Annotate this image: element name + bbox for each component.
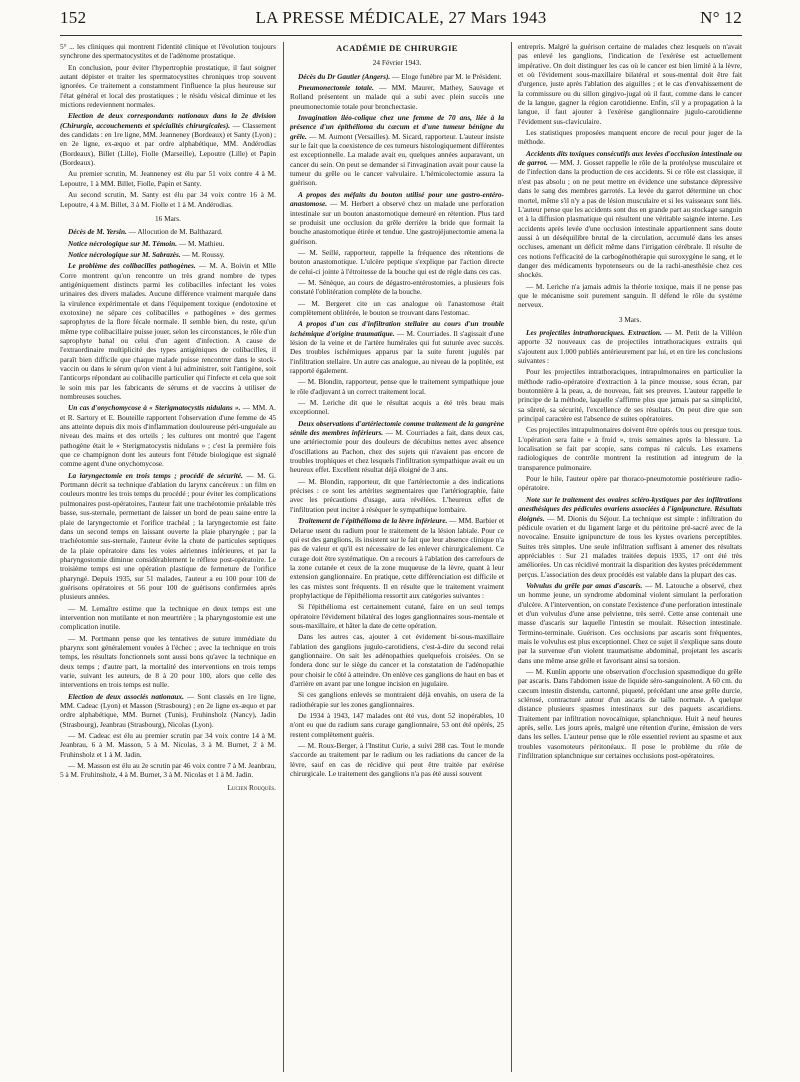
paragraph-text: — M. A. Boivin et Mlle Corre montrent qu'on rencontre un très grand nombre de types antigéniquement distincts parmi les colibacilles infectant les voies urinaires des divers malades. Aucune différence vraiment marquée dans la virulence expérimentale et dans l'équipement toxique (endotoxine et exotoxine) ne sépare ces colibacilles « pathogènes » des germes saprophytes de la flore fécale normale. Il semble bien, du reste, qu'un même type colibacillaire puisse jouer, selon les circonstances, le rôle d'un saprophyte banal ou celui d'un agent d'infection. A cause de l'extraordinaire multiplicité des types antigéniques de colibacilles, il paraît bien difficile que chaque malade puisse rencontrer dans le stock-vaccin ou dans le sérum qu'on vient à lui administrer, soit l'antigène, soit l'anticorps répondant au colibacille particulier qui l'infecte et cela que soit le soin mis par les fabricants de sérums et de vaccins à utiliser de nombreuses souches. xyxy=(60,261,276,402)
paragraph-text: En conclusion, pour éviter l'hypertrophie prostatique, il faut soigner autant dépister et traiter les spermatocystites chroniques trop souvent ignorées. Ce traitement a constamment l'influence la plus heureuse sur l'état général et local des prostatiques ; le résidu vésical diminue et les mictions redeviennent normales. xyxy=(60,62,276,110)
paragraph xyxy=(518,474,742,493)
paragraph-text: — M. Portmann pense que les tentatives de suture immédiate du pharynx sont généralement vouées à l'échec ; avec la technique en trois temps, les résultats fonctionnels sont aussi bons qu'avec la technique en deux temps ; d'autre part, la mortalité des interventions en trois temps varie, suivant les auteurs, de 8 à 20 pour 100, alors que celle des interventions en trois temps est nulle. xyxy=(60,633,276,690)
paragraph xyxy=(290,377,504,396)
paragraph-title: Election de deux correspondants nationaux dans la 2e division (Chirurgie, accouchements et spécialités chirurgicales). xyxy=(60,111,276,130)
paragraph xyxy=(518,42,742,126)
paragraph xyxy=(290,248,504,276)
paragraph-title: Note sur le traitement des ovaires scléro-kystiques par des infiltrations anesthésiques des pédicules ovariens associées à l'ignipuncture. Résultats éloignés. xyxy=(518,494,742,523)
paragraph-text: 5° ... les cliniques qui montrent l'identité clinique et l'évolution toujours synchrone des spermatocystites et de l'adénome prostatique. xyxy=(60,42,276,61)
paragraph xyxy=(60,403,276,468)
paragraph-title: Décès de M. Yersin. xyxy=(68,227,127,237)
paragraph-text: — Allocution de M. Balthazard. xyxy=(126,227,223,237)
paragraph-text: — M. Cadeac est élu au premier scrutin par 34 voix contre 14 à M. Jeanbrau, 6 à M. Masson, 5 à M. Nicolas, 3 à M. Burnet, 2 à M. Fruhinsholz et 1 à M. Jadin. xyxy=(60,731,276,759)
paragraph xyxy=(290,58,504,67)
page-header xyxy=(60,8,742,30)
header-rule xyxy=(60,35,742,36)
column-right xyxy=(518,42,742,1072)
paragraph xyxy=(60,634,276,690)
paragraph-title: Notice nécrologique sur M. Témoin. xyxy=(68,238,178,248)
paragraph-title: A propos des méfaits du bouton utilisé pour une gastro-entéro-anastomose. xyxy=(290,189,504,209)
paragraph-text: — M. Blondin, rapporteur, dit que l'artériectomie a des indications précises : ce sont les artérites segmentaires que l'artériographie, faite avec les précautions d'usage, aura révélées. L'heureux effet de l'infiltration peut inciter à résèquer le sympathique lombaire. xyxy=(290,476,504,514)
paragraph xyxy=(518,667,742,760)
paragraph-text: De 1934 à 1943, 147 malades ont été vus, dont 52 inopérables, 10 n'ont eu que du radium sans curage ganglionnaire, 53 ont été opérés, 25 restent complètement guéris. xyxy=(290,711,504,739)
paragraph xyxy=(290,632,504,688)
paragraph xyxy=(290,398,504,417)
paragraph xyxy=(290,190,504,246)
paragraph-title: Election de deux associés nationaux. xyxy=(68,691,184,701)
paragraph-text: — M. Petit de la Villéon apporte 32 nouveaux cas de projectiles intrathoraciques extraits qui s'ajoutent aux 1.000 publiés antérieurement par lui, et en tire les conclusions suivantes : xyxy=(518,327,742,365)
paragraph-text: entrepris. Malgré la guérison certaine de malades chez lesquels on n'avait pas enlevé les ganglions, l'indication de l'exérèse est actuellement impérative. On doit distinguer les cas où le cancer est bien limité à la lèvre, et où l'évidement sous-maxillaire bilatéral et sous-mental doit être fait d'urgence, juste après l'ablation des aiguilles ; et le cas d'envahissement de la commissure ou du sillon gingivo-jugal où il faut, comme dans le cancer de la langue, gagner la région carotidienne. Enfin, s'il y a propagation à la langue, il faut ajouter à l'exérèse ganglionnaire jugulo-carotidienne l'évidement sus-claviculaire. xyxy=(518,42,742,126)
paragraph-title: Un cas d'onychomycose à « Sterigmatocystis nidulans ». xyxy=(68,403,241,413)
paragraph-text: — M. Blondin, rapporteur, pense que le traitement sympathique joue le rôle d'adjuvant à un correct traitement local. xyxy=(290,377,504,396)
paragraph-text: — M. Aumont (Versailles). M. Sicard, rapporteur. L'auteur insiste sur le fait que la coexistence de ces tumeurs histologiquement différentes est exceptionnelle. La malade avait eu, quelques années auparavant, un cancer du sein. On peut se demander si l'invagination avait pour cause la tumeur du grêle ou le cancer valvulaire. L'hémicolectomie assura la guérison. xyxy=(290,131,504,188)
paragraph xyxy=(290,72,504,81)
paragraph xyxy=(290,602,504,630)
paragraph-title: Accidents dits toxiques consécutifs aux levées d'occlusion intestinale ou de garrot. xyxy=(518,148,742,168)
paragraph-text: — Eloge funèbre par M. le Président. xyxy=(390,71,502,81)
paragraph xyxy=(518,128,742,147)
paragraph-title: Notice nécrologique sur M. Sabrazès. xyxy=(68,249,181,259)
paragraph-text: — M. G. Portmann décrit sa technique d'ablation du larynx cancéreux : un film en couleurs montre les trois temps du procédé ; pour éviter les complications pulmonaires post-opératoires, l'auteur fait une trachéotomie préalable très basse, sus-sternale, permettant de laisser un bord de peau saine entre la plaie de laryngectomie et l'orifice trachéal ; la laryngectomie est faite dans un second temps en laissant ouverte la plaie pharyngée ; par la trachéotomie sus-sternale, l'auteur évite la chute de particules septiques de la plaie opératoire dans les voies aériennes inférieures, et par la pharyngostomie diminue considérablement le réflexe post-opératoire. Le troisième temps est une opération plastique de fermeture de l'orifice pharyngé. Depuis 1935, sur 51 malades, l'auteur a eu 100 pour 100 de guérisons opératoires et 56 pour 100 de guérisons confirmées après plusieurs années. xyxy=(60,470,276,602)
paragraph-title: Les projectiles intrathoraciques. Extraction. xyxy=(526,327,662,337)
paragraph-text: — MM. Barbier et Delarue usent du radium pour le traitement de la lésion labiale. Pour ce qui est des ganglions, ils insistent sur le fait que leur absence clinique n'a pas de valeur et qu'il est nécessaire de les enlever chirurgicalement. Ce curage doit être systématique. On a recours à l'ablation des carrefours de la zone cutanée et ceux de la zone muqueuse de la lèvre, quant à leur extension ganglionnaire. En pratique, cette différenciation est difficile et les cas mixtes sont fréquents. Il en résulte que le traitement vraiment prophylactique de l'épithélioma ressortit aux catégories suivantes : xyxy=(290,516,504,600)
paragraph xyxy=(60,111,276,167)
paragraph xyxy=(290,83,504,111)
column-left xyxy=(60,42,276,1072)
paragraph-title: Le problème des colibacilles pathogènes. xyxy=(68,261,196,271)
paragraph xyxy=(290,319,504,375)
paragraph-text: — M. Lemaître estime que la technique en deux temps est une intervention non mutilante et non meurtrière ; la pharyngostomie est une complication inutile. xyxy=(60,603,276,632)
page-number: 152 xyxy=(60,8,87,27)
paragraph xyxy=(518,495,742,579)
paragraph-text: — M. Seillé, rapporteur, rappelle la fréquence des rétentions de bouton anastomotique. L'ulcère peptique s'explique par l'action directe de celui-ci jointe à l'étroitesse de la bouche qui est de règle dans ces cas. xyxy=(290,247,504,276)
paragraph-title: La laryngectomie en trois temps ; procédé de sécurité. xyxy=(68,470,243,480)
paragraph xyxy=(60,214,276,223)
paragraph xyxy=(518,367,742,423)
paragraph-title: Décès du Dr Gautier (Angers). xyxy=(298,71,391,81)
paragraph-text: — M. Latouche a observé, chez un homme jeune, un syndrome abdominal violent simulant la perforation d'ulcère. A l'intervention, on constate l'existence d'une perforation intestinale et d'un volvulus d'une anse pelvienne, très serré. Cette anse contenait une masse d'ascaris sur laquelle l'intestin se moulait. Résection intestinale. Termino-terminale. Guérison. Ces occlusions par ascaris sont fréquentes, mais le volvulus est plus exceptionnel. Chez ce sujet il s'explique sans doute par la survenue d'un violent traumatisme abdominal, projetant les ascaris dans une même anse grêle et favorisant ainsi sa torsion. xyxy=(518,580,742,665)
paragraph xyxy=(60,190,276,209)
paragraph xyxy=(290,711,504,739)
paragraph-text: Lucien Rouquès. xyxy=(227,782,276,792)
paragraph-text: Ces projectiles intrapulmonaires doivent être opérés tous ou presque tous. L'opération sera faite « à froid », trois semaines après la blessure. La localisation se fait par scopie, sans compas ni calculs. Les examens radiologiques de contrôle montrent la restitution ad integrum de la transparence pulmonaire. xyxy=(518,425,742,472)
paragraph-text: 16 Mars. xyxy=(155,213,181,223)
paragraph-text: Les statistiques proposées manquent encore de recul pour juger de la méthode. xyxy=(518,128,742,147)
paragraph-text: — Classement des candidats : en 1re ligne, MM. Jeanneney (Bordeaux) et Santy (Lyon) ; en 2e ligne, ex-æquo et par ordre alphabétique, MM. Andérodias (Bordeaux), Billet (Lille), Fiolle (Marseille), Lepoutre (Lille) et Papin (Bordeaux). xyxy=(60,120,276,168)
paragraph xyxy=(290,741,504,778)
paragraph xyxy=(60,692,276,729)
paragraph-text: Au second scrutin, M. Santy est élu par 34 voix contre 16 à M. Lepoutre, 4 à M. Billet, 3 à M. Fiolle et 1 à M. Andérodias. xyxy=(60,190,276,209)
paragraph xyxy=(518,282,742,310)
paragraph xyxy=(60,261,276,401)
paragraph-text: Dans les autres cas, ajouter à cet évidement bi-sous-maxillaire l'ablation des ganglions jugulo-carotidiens, c'est-à-dire du second relai ganglionnaire. On sait les adénopathies quelquefois croisées. On se fondera donc sur le siège du cancer et la constatation de l'adénopathie pour choisir le côté à atteindre. On enlève ces ganglions de haut en bas et d'arrière en avant par une longue incision en jugulaire. xyxy=(290,632,504,688)
paragraph-text: — M. Courriades. Il s'agissait d'une lésion de la veine et de l'artère humérales qui fut suturée avec succès. Des troubles ischémiques apparus par la suite furent jugulés par l'infiltration stellaire. Un autre cas analogue, au niveau de la poplitée, est rapporté également. xyxy=(290,328,504,375)
paragraph xyxy=(518,328,742,365)
paragraph-text: — M. Leriche n'a jamais admis la théorie toxique, mais il ne pense pas que le mécanisme soit purement sanguin. Il défend le rôle du système nerveux. xyxy=(518,281,742,310)
column-divider xyxy=(511,42,512,1072)
paragraph-text: 24 Février 1943. xyxy=(372,58,422,68)
paragraph xyxy=(290,113,504,188)
paragraph-text: Pour le hile, l'auteur opère par thoraco-pneumotomie postérieure radio-opératoire. xyxy=(518,474,742,493)
paragraph-title: A propos d'un cas d'infiltration stellaire au cours d'un trouble ischémique d'origine traumatique. xyxy=(290,319,504,338)
paragraph xyxy=(60,239,276,248)
paragraph-title: Traitement de l'épithélioma de la lèvre inférieure. xyxy=(298,516,448,526)
paragraph-text: — M. Mathieu. xyxy=(177,238,225,248)
paragraph xyxy=(518,425,742,472)
paragraph-text: — M. Courriades a fait, dans deux cas, une artériectomie pour des douleurs de décubitus nettes avec absence d'oscillations au Pachon, chez des sujets qui n'avaient pas encore de troubles trophiques et chez lesquels l'infiltration sympathique avait eu un heureux effet. Excellent résultat déjà éloigné de 3 ans. xyxy=(290,428,504,475)
paragraph-title: Volvulus du grêle par amas d'ascaris. xyxy=(526,580,643,590)
paragraph xyxy=(290,299,504,318)
column-middle xyxy=(290,42,504,1072)
paragraph-text: — MM. A. et R. Sartory et E. Bouteille rapportent l'observation d'une femme de 45 ans atteinte depuis dix mois d'inflammation douloureuse péri-unguéale au niveau des mains et des orteils ; les cultures ont montré que l'agent pathogène était le « Sterigmatocystis nidulans » ; c'est la première fois que ce champignon dont les auteurs font l'étude biologique est signalé comme agent d'une onychomycose. xyxy=(60,403,276,469)
paragraph-text: — M. Kunlin apporte une observation d'occlusion spasmodique du grêle par ascaris. Dans l'abdomen issue de liquide séro-sanguinolent. A 60 cm. du cæcum intestin distendu, cartonné, piqueté, précédant une anse grêle durcie, sclérosé, contracturé autour d'un ascaris de taille normale. A quelque distance plusieurs spasmes intestinaux sur des paquets ascaridiens. Traitement par infiltration novocaïnique, splanchnique. Huit à neuf heures après, selle. Les jours après, malgré une rétention d'urine, émission de vers dans les selles. L'auteur pense que le rôle essentiel revient au spasme et aux troubles vasomoteurs péritonéaux. Il pose le problème du rôle de l'infiltration splanchnique sur certaines occlusions post-opératoires. xyxy=(518,667,742,761)
paragraph xyxy=(60,63,276,110)
paragraph xyxy=(60,169,276,188)
paragraph-text: Au premier scrutin, M. Jeanneney est élu par 51 voix contre 4 à M. Lepoutre, 1 à MM. Billet, Fiolle, Papin et Santy. xyxy=(60,169,276,188)
paragraph-text: — M. Roussy. xyxy=(180,249,225,259)
paragraph xyxy=(518,581,742,665)
paragraph xyxy=(60,471,276,602)
paragraph-text: Si l'épithélioma est certainement cutané, faire en un seul temps opératoire l'évidement bilatéral des loges ganglionnaires sous-mentale et sous-maxillaire, et hâter la date de cette opération. xyxy=(290,602,504,630)
paragraph xyxy=(290,278,504,297)
paragraph-text: — M. Herbert a observé chez un malade une perforation intestinale sur un bouton anastomotique demeuré en rétention. Plus tard se produisit une occlusion du grêle derrière la bride que formait la bouche anastomotique étirée et tendue. Une gastrojéjunectomie amena la guérison. xyxy=(290,199,504,246)
paragraph-text: — M. Dionis du Séjour. La technique est simple : infiltration du pédicule ovarien et du ligament large et du péritoine pré-sacré avec de la novocaïne. Ensuite ignipuncture de tous les kystes ovariens perceptibles. Suites très simples. Une seule infiltration suffisant à amener des résultats appréciables : Sur 21 malades traitées depuis 1935, 17 ont été très améliorées. Un cas récidivé montrait la disparition des kystes précédemment perçus. L'association des deux procédés est valable dans la plupart des cas. xyxy=(518,513,742,579)
paragraph xyxy=(60,731,276,759)
paragraph-text: Si ces ganglions enlevés se montraient déjà envahis, on usera de la radiothérapie sur les zones ganglionnaires. xyxy=(290,690,504,709)
paragraph xyxy=(290,477,504,514)
paragraph-text: — M. Sénèque, au cours de dégastro-entérostomies, a plusieurs fois constaté l'oblitération complète de la bouche. xyxy=(290,277,504,297)
paragraph xyxy=(60,227,276,236)
paragraph xyxy=(60,250,276,259)
paragraph xyxy=(518,315,742,324)
paragraph xyxy=(60,42,276,61)
paragraph-text: — M. Leriche dit que le résultat acquis a été très beau mais exceptionnel. xyxy=(290,398,504,417)
paragraph xyxy=(60,604,276,632)
paragraph xyxy=(290,690,504,709)
column-divider xyxy=(283,42,284,1072)
paragraph-text: — MM. J. Gosset rappelle le rôle de la protéolyse musculaire et de l'infection dans la production de ces accidents. Si ce rôle est classique, il n'est pas absolu ; on ne peut mettre en évidence une substance dépressive dans le sang des membres garrotés. La levée du garrot détermine un choc mortel, même s'il n'y a pas de lésion musculaire et si les vaisseaux sont liés. L'auteur pense que les accidents sont dus en grande part au stockage sanguin et à la diffusion plasmatique qui résultent une véritable saignée interne. Les accidents après levée d'une occlusion intestinale appartiennent sans doute aussi à un déséquilibre brutal de la circulation, accumulé dans les anses occluses, amenant un déficit même dans l'irrigation cérébrale. Il résulte de ces notions l'efficacité de la carbogénothérapie qui suroxygène le sang, et le danger des médicaments hypotenseurs ou de la rachi-anesthésie chez ces shockés. xyxy=(518,158,742,280)
paragraph xyxy=(60,783,276,792)
paragraph-text: — M. Roux-Berger, à l'Institut Curie, a suivi 288 cas. Tout le monde s'accorde au traitement par le radium ou les radiations du cancer de la lèvre, sauf en cas de récidive qui peut être traitée par exérèse chirurgicale. Le traitement des ganglions n'a pas été aussi souvent xyxy=(290,741,504,779)
paragraph-text: — M. Masson est élu au 2e scrutin par 46 voix contre 7 à M. Jeanbrau, 5 à M. Fruhinsholz, 4 à M. Burnet, 3 à M. Nicolas et 1 à M. Jadin. xyxy=(60,761,276,780)
paragraph xyxy=(290,419,504,475)
paragraph-title: Invagination iléo-colique chez une femme de 70 ans, liée à la présence d'un épithélioma du cæcum et d'une tumeur bénigne du grêle. xyxy=(290,113,504,141)
paragraph-text: — MM. Maurer, Mathey, Sauvage et Rolland présentent un malade qui a subi avec plein succès une pneumonectomie totale pour bronchectasie. xyxy=(290,83,504,111)
paragraph-text: — Sont classés en 1re ligne, MM. Cadeac (Lyon) et Masson (Strasbourg) ; en 2e ligne ex-æquo et par ordre alphabétique, MM. Burnet (Tunis), Fruhinsholz (Nancy), Jadin (Strasbourg), Jeanbrau (Strasbourg), Nicolas (Lyon). xyxy=(60,691,276,729)
paragraph xyxy=(290,516,504,600)
paragraph-title: Deux observations d'artériectomie comme traitement de la gangrène sénile des membres inférieurs. xyxy=(290,418,504,438)
issue-number: N° 12 xyxy=(700,8,742,27)
journal-title: LA PRESSE MÉDICALE, 27 Mars 1943 xyxy=(255,8,547,27)
paragraph-text: — M. Bergeret cite un cas analogue où l'anastomose était complètement oblitérée, le bouton se trouvant dans l'estomac. xyxy=(290,298,504,317)
section-heading: ACADÉMIE DE CHIRURGIE xyxy=(336,43,458,53)
paragraph-text: 3 Mars. xyxy=(618,314,642,324)
paragraph-title: Pneumonectomie totale. xyxy=(298,83,374,93)
paragraph xyxy=(60,761,276,780)
paragraph-text: Pour les projectiles intrathoraciques, intrapulmonaires en particulier la méthode radio-opératoire d'extraction à la pince mousse, sous écran, par boutonnière à la peau, a, de nouveau, fait ses preuves. L'auteur rappelle le principe de la méthode, laquelle s'affirme plus que jamais par sa simplicité, sa sûreté, sa sécurité, l'excellence de ses résultats. On peut dire que son principal caractère est l'absence de suites opératoires. xyxy=(518,367,742,424)
paragraph xyxy=(518,149,742,280)
